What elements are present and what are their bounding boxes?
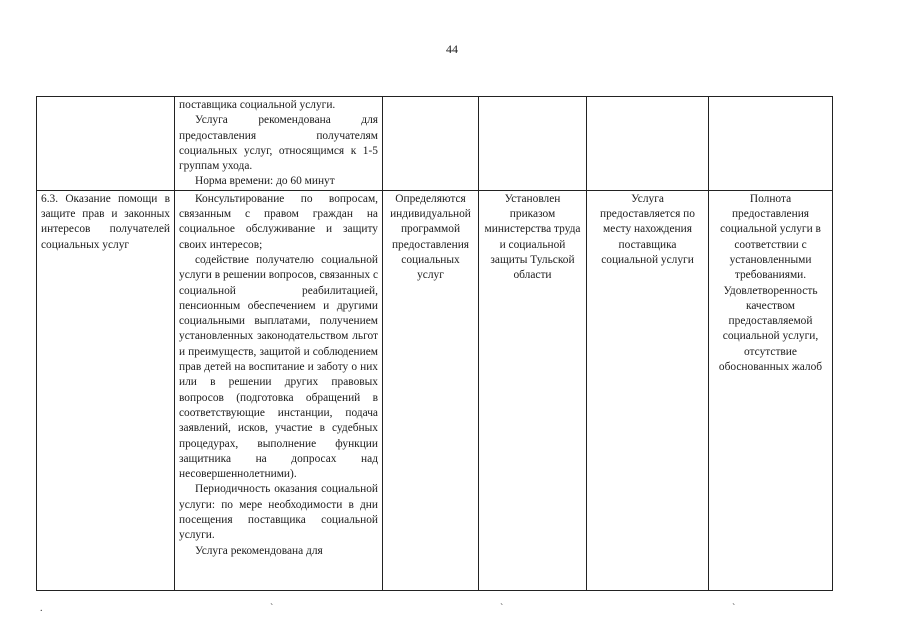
service-name: 6.3. Оказание помощи в защите прав и законных интересов получателей социальных услуг <box>41 192 170 251</box>
deadline-text: Установлен приказом министерства труда и социальной защиты Тульской области <box>484 192 581 282</box>
periodicity-paragraph: Периодичность оказания социальной услуги: по мере необходимости в дни посещения поставщика социальной услуги. <box>179 483 378 542</box>
service-description-cell <box>175 97 383 191</box>
description-line: поставщика социальной услуги. <box>179 99 336 111</box>
conditions-text: Услуга предоставляется по месту нахождения поставщика социальной услуги <box>600 192 695 266</box>
description-paragraph: содействие получателю социальной услуги в решении вопросов, связанных с социальной реабилитацией, пенсионным обеспечением и другими социальными выплатами, получением установленных законодательством льгот и преимуществ, защитой и соблюдением прав детей на воспитание и заботу о них или в решении других правовых вопросов (подготовка обращений в соответствующие инстанции, подача заявлений, исков, участие в судебных процедурах, выполнение функции защитника на допросах над несовершеннолетними). <box>179 253 378 481</box>
quality-cell <box>709 97 833 191</box>
table-row <box>37 190 833 590</box>
description-paragraph: Услуга рекомендована для <box>195 544 323 557</box>
services-table <box>36 96 833 591</box>
time-norm: Норма времени: до 60 минут <box>195 175 335 188</box>
service-name-cell <box>37 190 175 590</box>
description-paragraph: Услуга рекомендована для предоставления получателям социальных услуг, относящимся к 1-5 группам ухода. <box>179 114 378 173</box>
volume-text: Определяются индивидуальной программой предоставления социальных услуг <box>390 192 471 282</box>
footer-mark: ` <box>500 603 504 614</box>
quality-text: Полнота предоставления социальной услуги в соответствии с установленными требованиями. Удовлетворенность качеством предоставляемой социальной услуги, отсутствие обоснованных жалоб <box>718 192 823 374</box>
footer-marks <box>0 604 904 614</box>
conditions-cell <box>587 190 709 590</box>
footer-mark: . <box>40 603 43 614</box>
volume-cell <box>383 97 479 191</box>
description-paragraph: Консультирование по вопросам, связанным с правом граждан на социальное обслуживание и защиту своих интересов; <box>179 192 378 251</box>
service-description-cell <box>175 190 383 590</box>
volume-cell <box>383 190 479 590</box>
deadline-cell <box>479 97 587 191</box>
quality-cell <box>709 190 833 590</box>
deadline-cell <box>479 190 587 590</box>
conditions-cell <box>587 97 709 191</box>
table-row <box>37 97 833 191</box>
page-number: 44 <box>446 42 458 56</box>
service-name-cell <box>37 97 175 191</box>
footer-mark: ` <box>732 603 736 614</box>
footer-mark: ` <box>270 603 274 614</box>
